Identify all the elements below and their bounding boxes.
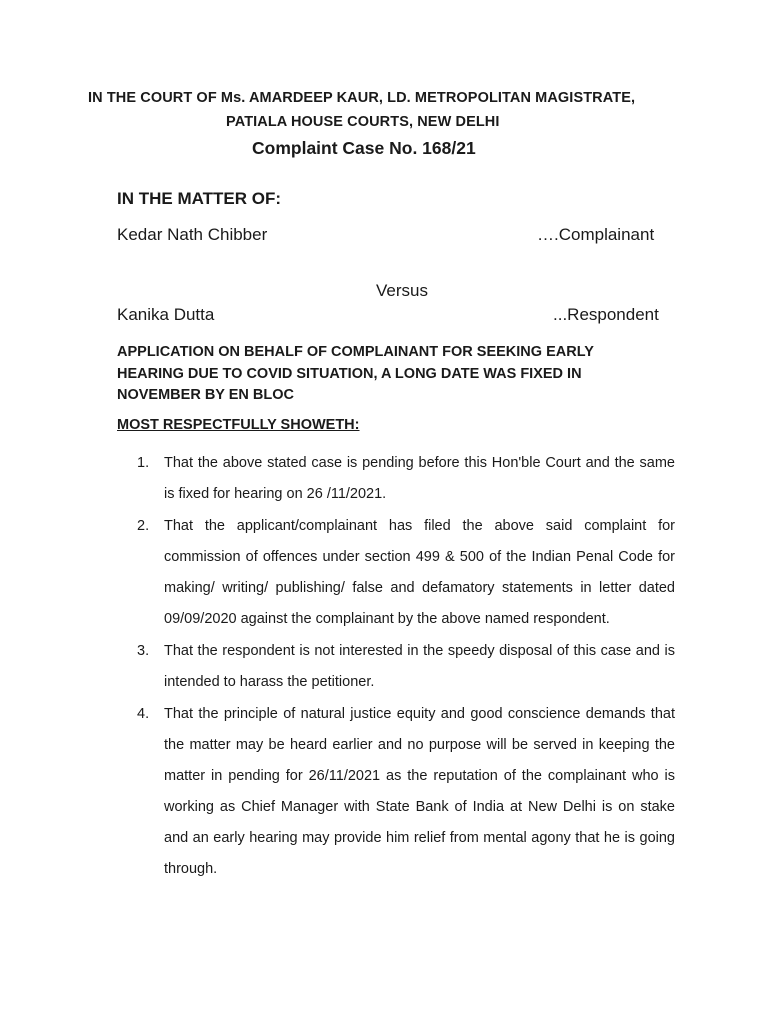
paragraph-number: 1. [137,455,150,471]
paragraph-item [137,448,675,510]
paragraph-text: That the above stated case is pending before this Hon'ble Court and the same is fixed for hearing on 26 /11/2021. [164,455,675,502]
versus-label: Versus [376,281,428,300]
matter-heading: IN THE MATTER OF: [117,189,281,208]
court-name-line: IN THE COURT OF Ms. AMARDEEP KAUR, LD. METROPOLITAN MAGISTRATE, [88,90,636,106]
respondent-label: ...Respondent [553,305,659,324]
application-title: APPLICATION ON BEHALF OF COMPLAINANT FOR SEEKING EARLY HEARING DUE TO COVID SITUATION, A LONG DATE WAS FIXED IN NOVEMBER BY EN BLOC [117,344,594,403]
paragraph-item [137,636,675,698]
paragraph-list [137,448,675,886]
paragraph-item [137,511,675,635]
showeth-heading: MOST RESPECTFULLY SHOWETH: [117,417,360,433]
paragraph-text: That the principle of natural justice equity and good conscience demands that the matter may be heard earlier and no purpose will be served in keeping the matter in pending for 26/11/2021 as the reputation of the complainant who is working as Chief Manager with State Bank of India at New Delhi is on stake and an early hearing may provide him relief from mental agony that he is going through. [164,706,675,877]
paragraph-item [137,699,675,885]
court-location-line: PATIALA HOUSE COURTS, NEW DELHI [226,114,500,130]
respondent-name: Kanika Dutta [117,305,215,324]
complainant-label: ….Complainant [537,225,655,244]
paragraph-number: 2. [137,518,150,534]
complainant-name: Kedar Nath Chibber [117,225,268,244]
paragraph-text: That the applicant/complainant has filed the above said complaint for commission of offences under section 499 & 500 of the Indian Penal Code for making/ writing/ publishing/ false and defamatory statements in letter dated 09/09/2020 against the complainant by the above named respondent. [164,518,675,627]
paragraph-number: 3. [137,643,150,659]
case-number: Complaint Case No. 168/21 [252,138,476,158]
paragraph-text: That the respondent is not interested in the speedy disposal of this case and is intended to harass the petitioner. [164,643,675,690]
paragraph-number: 4. [137,706,150,722]
